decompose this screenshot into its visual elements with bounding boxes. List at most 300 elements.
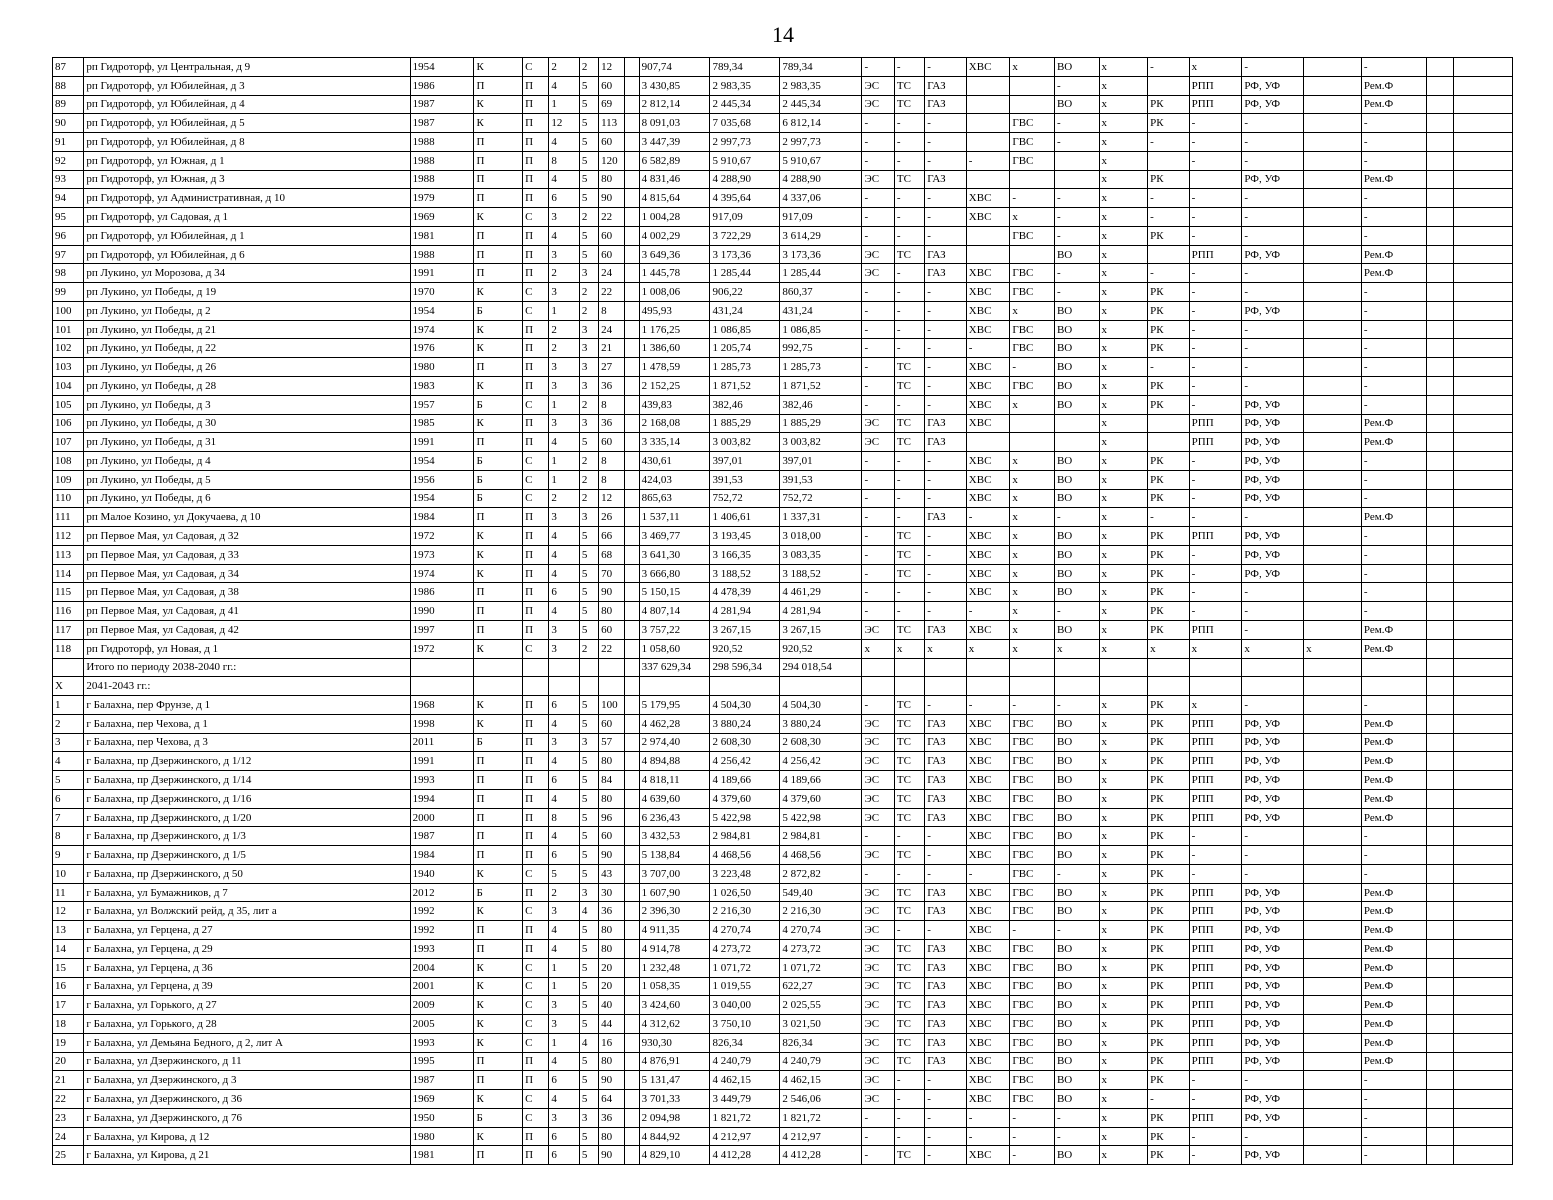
address-cell: г Балахна, ул Герцена, д 27 bbox=[84, 921, 410, 940]
address-cell: Итого по периоду 2038-2040 гг.: bbox=[84, 658, 410, 677]
wall-material-cell: К bbox=[474, 639, 523, 658]
address-cell: рп Гидроторф, ул Юбилейная, д 3 bbox=[84, 76, 410, 95]
repair-fund-cell: Рем.Ф bbox=[1361, 789, 1426, 808]
floors-cell: 5 bbox=[579, 95, 598, 114]
table-row bbox=[53, 245, 1513, 264]
apartments-cell: 60 bbox=[599, 433, 625, 452]
living-area-cell: 2 983,35 bbox=[710, 76, 780, 95]
address-cell: рп Лукино, ул Победы, д 30 bbox=[84, 414, 410, 433]
extra-2-cell bbox=[1304, 433, 1362, 452]
total-area-cell: 3 335,14 bbox=[639, 433, 710, 452]
build-year-cell: 1972 bbox=[410, 639, 474, 658]
drainage-cell: - bbox=[1054, 114, 1099, 133]
repair-fund-cell: - bbox=[1361, 452, 1426, 471]
entrances-cell: 4 bbox=[549, 133, 579, 152]
cold-water-cell: ХВС bbox=[966, 752, 1010, 771]
floors-cell: 5 bbox=[579, 771, 598, 790]
entrances-cell: 1 bbox=[549, 95, 579, 114]
table-row bbox=[53, 1015, 1513, 1034]
electricity-cell: - bbox=[862, 377, 894, 396]
entrances-cell: 2 bbox=[549, 58, 579, 77]
heating-cell: ТС bbox=[894, 527, 924, 546]
floors-cell: 5 bbox=[579, 602, 598, 621]
extra-3-cell bbox=[1426, 939, 1453, 958]
apartments-cell: 84 bbox=[599, 771, 625, 790]
apartments-cell: 60 bbox=[599, 226, 625, 245]
roof-repair-cell: - bbox=[1148, 508, 1190, 527]
extra-2-cell bbox=[1304, 170, 1362, 189]
entrances-cell: 3 bbox=[549, 414, 579, 433]
extra-cell bbox=[625, 977, 639, 996]
table-row bbox=[53, 414, 1513, 433]
cold-water-cell bbox=[966, 226, 1010, 245]
entrances-cell: 6 bbox=[549, 771, 579, 790]
extra-3-cell bbox=[1426, 1108, 1453, 1127]
extra-2-cell bbox=[1304, 377, 1362, 396]
electricity-cell: ЭС bbox=[862, 846, 894, 865]
hot-water-cell: ГВС bbox=[1010, 1090, 1055, 1109]
row-number-cell: 105 bbox=[53, 395, 84, 414]
apartments-cell: 26 bbox=[599, 508, 625, 527]
row-number-cell: X bbox=[53, 677, 84, 696]
row-number-cell: 87 bbox=[53, 58, 84, 77]
residential-area-cell: 4 189,66 bbox=[780, 771, 862, 790]
roof-repair-cell: РК bbox=[1148, 395, 1190, 414]
repair-fund-cell: - bbox=[1361, 602, 1426, 621]
drainage-cell: ВО bbox=[1054, 452, 1099, 471]
fire-safety-cell: x bbox=[1099, 996, 1148, 1015]
extra-2-cell: x bbox=[1304, 639, 1362, 658]
table-row bbox=[53, 452, 1513, 471]
basement-repair-cell: РПП bbox=[1189, 902, 1242, 921]
wall-material-cell: К bbox=[474, 414, 523, 433]
entrances-cell: 6 bbox=[549, 583, 579, 602]
total-area-cell: 424,03 bbox=[639, 470, 710, 489]
wall-material-cell: П bbox=[474, 583, 523, 602]
floors-cell: 3 bbox=[579, 264, 598, 283]
electricity-cell bbox=[862, 658, 894, 677]
extra-4-cell bbox=[1454, 95, 1513, 114]
extra-4-cell bbox=[1454, 283, 1513, 302]
living-area-cell: 3 880,24 bbox=[710, 714, 780, 733]
address-cell: г Балахна, пр Дзержинского, д 50 bbox=[84, 864, 410, 883]
residential-area-cell: 992,75 bbox=[780, 339, 862, 358]
extra-cell bbox=[625, 1108, 639, 1127]
row-number-cell: 102 bbox=[53, 339, 84, 358]
residential-area-cell: 2 997,73 bbox=[780, 133, 862, 152]
gas-cell: - bbox=[925, 827, 967, 846]
entrances-cell: 3 bbox=[549, 508, 579, 527]
table-row bbox=[53, 583, 1513, 602]
drainage-cell: ВО bbox=[1054, 996, 1099, 1015]
facade-repair-cell: - bbox=[1242, 189, 1304, 208]
drainage-cell: ВО bbox=[1054, 470, 1099, 489]
hot-water-cell bbox=[1010, 433, 1055, 452]
floors-cell: 5 bbox=[579, 921, 598, 940]
heating-cell: - bbox=[894, 395, 924, 414]
build-year-cell: 1956 bbox=[410, 470, 474, 489]
entrances-cell: 5 bbox=[549, 864, 579, 883]
row-number-cell: 99 bbox=[53, 283, 84, 302]
extra-3-cell bbox=[1426, 620, 1453, 639]
repair-fund-cell: Рем.Ф bbox=[1361, 996, 1426, 1015]
roof-repair-cell: РК bbox=[1148, 696, 1190, 715]
extra-cell bbox=[625, 395, 639, 414]
total-area-cell: 4 831,46 bbox=[639, 170, 710, 189]
extra-4-cell bbox=[1454, 414, 1513, 433]
electricity-cell: - bbox=[862, 114, 894, 133]
electricity-cell: - bbox=[862, 864, 894, 883]
floors-cell bbox=[579, 677, 598, 696]
build-year-cell: 1984 bbox=[410, 508, 474, 527]
cold-water-cell: ХВС bbox=[966, 264, 1010, 283]
hot-water-cell: ГВС bbox=[1010, 1015, 1055, 1034]
extra-3-cell bbox=[1426, 771, 1453, 790]
repair-fund-cell: Рем.Ф bbox=[1361, 620, 1426, 639]
address-cell: рп Малое Козино, ул Докучаева, д 10 bbox=[84, 508, 410, 527]
total-area-cell: 3 649,36 bbox=[639, 245, 710, 264]
floors-cell: 5 bbox=[579, 226, 598, 245]
table-row bbox=[53, 1146, 1513, 1165]
roof-type-cell: С bbox=[523, 1033, 549, 1052]
extra-4-cell bbox=[1454, 1108, 1513, 1127]
roof-type-cell: С bbox=[523, 58, 549, 77]
hot-water-cell: ГВС bbox=[1010, 1071, 1055, 1090]
build-year-cell: 1991 bbox=[410, 433, 474, 452]
extra-4-cell bbox=[1454, 564, 1513, 583]
cold-water-cell bbox=[966, 433, 1010, 452]
table-row bbox=[53, 264, 1513, 283]
roof-type-cell: П bbox=[523, 339, 549, 358]
row-number-cell: 12 bbox=[53, 902, 84, 921]
hot-water-cell: ГВС bbox=[1010, 339, 1055, 358]
extra-4-cell bbox=[1454, 133, 1513, 152]
living-area-cell: 4 478,39 bbox=[710, 583, 780, 602]
roof-type-cell: П bbox=[523, 1127, 549, 1146]
apartments-cell: 80 bbox=[599, 1127, 625, 1146]
wall-material-cell: П bbox=[474, 620, 523, 639]
residential-area-cell: 3 267,15 bbox=[780, 620, 862, 639]
extra-2-cell bbox=[1304, 883, 1362, 902]
repair-fund-cell: Рем.Ф bbox=[1361, 1052, 1426, 1071]
extra-cell bbox=[625, 245, 639, 264]
repair-fund-cell: - bbox=[1361, 283, 1426, 302]
extra-2-cell bbox=[1304, 733, 1362, 752]
extra-3-cell bbox=[1426, 452, 1453, 471]
fire-safety-cell: x bbox=[1099, 508, 1148, 527]
living-area-cell: 4 412,28 bbox=[710, 1146, 780, 1165]
address-cell: рп Лукино, ул Победы, д 22 bbox=[84, 339, 410, 358]
residential-area-cell: 4 461,29 bbox=[780, 583, 862, 602]
extra-2-cell bbox=[1304, 1146, 1362, 1165]
roof-type-cell: П bbox=[523, 133, 549, 152]
build-year-cell: 2001 bbox=[410, 977, 474, 996]
repair-fund-cell: Рем.Ф bbox=[1361, 939, 1426, 958]
facade-repair-cell: РФ, УФ bbox=[1242, 808, 1304, 827]
apartments-cell: 90 bbox=[599, 583, 625, 602]
heating-cell: ТС bbox=[894, 902, 924, 921]
total-area-cell: 4 312,62 bbox=[639, 1015, 710, 1034]
extra-2-cell bbox=[1304, 846, 1362, 865]
total-area-cell: 1 176,25 bbox=[639, 320, 710, 339]
basement-repair-cell bbox=[1189, 170, 1242, 189]
extra-2-cell bbox=[1304, 808, 1362, 827]
address-cell: г Балахна, ул Бумажников, д 7 bbox=[84, 883, 410, 902]
extra-cell bbox=[625, 1127, 639, 1146]
roof-repair-cell: РК bbox=[1148, 714, 1190, 733]
repair-fund-cell: - bbox=[1361, 696, 1426, 715]
extra-3-cell bbox=[1426, 489, 1453, 508]
cold-water-cell: ХВС bbox=[966, 583, 1010, 602]
address-cell: г Балахна, ул Волжский рейд, д 35, лит а bbox=[84, 902, 410, 921]
gas-cell: - bbox=[925, 226, 967, 245]
roof-repair-cell: РК bbox=[1148, 1033, 1190, 1052]
facade-repair-cell: - bbox=[1242, 151, 1304, 170]
facade-repair-cell: РФ, УФ bbox=[1242, 170, 1304, 189]
roof-repair-cell bbox=[1148, 414, 1190, 433]
electricity-cell: - bbox=[862, 827, 894, 846]
living-area-cell: 1 285,73 bbox=[710, 358, 780, 377]
address-cell: рп Лукино, ул Победы, д 28 bbox=[84, 377, 410, 396]
table-row bbox=[53, 1108, 1513, 1127]
fire-safety-cell: x bbox=[1099, 902, 1148, 921]
entrances-cell: 3 bbox=[549, 1108, 579, 1127]
extra-3-cell bbox=[1426, 808, 1453, 827]
entrances-cell: 3 bbox=[549, 1015, 579, 1034]
basement-repair-cell: - bbox=[1189, 339, 1242, 358]
apartments-cell: 100 bbox=[599, 696, 625, 715]
address-cell: г Балахна, пр Дзержинского, д 1/12 bbox=[84, 752, 410, 771]
address-cell: рп Гидроторф, ул Юбилейная, д 6 bbox=[84, 245, 410, 264]
wall-material-cell bbox=[474, 658, 523, 677]
cold-water-cell bbox=[966, 170, 1010, 189]
gas-cell: ГАЗ bbox=[925, 1052, 967, 1071]
floors-cell: 3 bbox=[579, 733, 598, 752]
residential-area-cell: 2 608,30 bbox=[780, 733, 862, 752]
apartments-cell bbox=[599, 658, 625, 677]
heating-cell: - bbox=[894, 226, 924, 245]
residential-area-cell: 382,46 bbox=[780, 395, 862, 414]
residential-area-cell: 4 212,97 bbox=[780, 1127, 862, 1146]
address-cell: рп Гидроторф, ул Южная, д 3 bbox=[84, 170, 410, 189]
roof-repair-cell: РК bbox=[1148, 602, 1190, 621]
heating-cell: ТС bbox=[894, 545, 924, 564]
basement-repair-cell: - bbox=[1189, 489, 1242, 508]
fire-safety-cell: x bbox=[1099, 470, 1148, 489]
roof-repair-cell: РК bbox=[1148, 1108, 1190, 1127]
gas-cell: - bbox=[925, 189, 967, 208]
drainage-cell: ВО bbox=[1054, 245, 1099, 264]
table-row bbox=[53, 620, 1513, 639]
drainage-cell: ВО bbox=[1054, 358, 1099, 377]
wall-material-cell: Б bbox=[474, 301, 523, 320]
extra-4-cell bbox=[1454, 602, 1513, 621]
electricity-cell bbox=[862, 677, 894, 696]
roof-type-cell: П bbox=[523, 883, 549, 902]
total-area-cell: 1 008,06 bbox=[639, 283, 710, 302]
fire-safety-cell: x bbox=[1099, 1015, 1148, 1034]
roof-repair-cell bbox=[1148, 658, 1190, 677]
electricity-cell: ЭС bbox=[862, 996, 894, 1015]
cold-water-cell: ХВС bbox=[966, 189, 1010, 208]
total-area-cell: 930,30 bbox=[639, 1033, 710, 1052]
extra-4-cell bbox=[1454, 883, 1513, 902]
total-area-cell: 3 701,33 bbox=[639, 1090, 710, 1109]
table-row bbox=[53, 1127, 1513, 1146]
row-number-cell: 6 bbox=[53, 789, 84, 808]
drainage-cell: ВО bbox=[1054, 771, 1099, 790]
extra-cell bbox=[625, 470, 639, 489]
build-year-cell: 1988 bbox=[410, 151, 474, 170]
basement-repair-cell: - bbox=[1189, 545, 1242, 564]
gas-cell: - bbox=[925, 358, 967, 377]
roof-repair-cell: - bbox=[1148, 189, 1190, 208]
residential-area-cell: 917,09 bbox=[780, 208, 862, 227]
extra-2-cell bbox=[1304, 114, 1362, 133]
extra-4-cell bbox=[1454, 58, 1513, 77]
extra-cell bbox=[625, 771, 639, 790]
heating-cell: ТС bbox=[894, 414, 924, 433]
build-year-cell: 1986 bbox=[410, 583, 474, 602]
apartments-cell: 96 bbox=[599, 808, 625, 827]
living-area-cell: 5 910,67 bbox=[710, 151, 780, 170]
address-cell: рп Гидроторф, ул Южная, д 1 bbox=[84, 151, 410, 170]
drainage-cell: ВО bbox=[1054, 301, 1099, 320]
build-year-cell: 1998 bbox=[410, 714, 474, 733]
living-area-cell: 917,09 bbox=[710, 208, 780, 227]
facade-repair-cell: - bbox=[1242, 58, 1304, 77]
repair-fund-cell: - bbox=[1361, 1108, 1426, 1127]
apartments-cell: 80 bbox=[599, 1052, 625, 1071]
heating-cell: ТС bbox=[894, 939, 924, 958]
extra-cell bbox=[625, 208, 639, 227]
residential-area-cell: 4 379,60 bbox=[780, 789, 862, 808]
fire-safety-cell: x bbox=[1099, 320, 1148, 339]
roof-type-cell: П bbox=[523, 808, 549, 827]
hot-water-cell: ГВС bbox=[1010, 846, 1055, 865]
extra-2-cell bbox=[1304, 1033, 1362, 1052]
basement-repair-cell: - bbox=[1189, 564, 1242, 583]
extra-3-cell bbox=[1426, 827, 1453, 846]
wall-material-cell: К bbox=[474, 283, 523, 302]
roof-type-cell: С bbox=[523, 1015, 549, 1034]
gas-cell: - bbox=[925, 208, 967, 227]
table-row bbox=[53, 395, 1513, 414]
extra-4-cell bbox=[1454, 527, 1513, 546]
extra-cell bbox=[625, 283, 639, 302]
address-cell: рп Лукино, ул Победы, д 5 bbox=[84, 470, 410, 489]
row-number-cell: 90 bbox=[53, 114, 84, 133]
total-area-cell: 3 641,30 bbox=[639, 545, 710, 564]
build-year-cell: 1980 bbox=[410, 358, 474, 377]
floors-cell: 5 bbox=[579, 1090, 598, 1109]
entrances-cell: 3 bbox=[549, 620, 579, 639]
apartments-cell: 8 bbox=[599, 301, 625, 320]
hot-water-cell: ГВС bbox=[1010, 789, 1055, 808]
entrances-cell: 4 bbox=[549, 714, 579, 733]
total-area-cell: 1 232,48 bbox=[639, 958, 710, 977]
repair-fund-cell: - bbox=[1361, 1090, 1426, 1109]
heating-cell: ТС bbox=[894, 1146, 924, 1165]
residential-area-cell: 1 871,52 bbox=[780, 377, 862, 396]
entrances-cell: 2 bbox=[549, 264, 579, 283]
build-year-cell: 2011 bbox=[410, 733, 474, 752]
extra-4-cell bbox=[1454, 864, 1513, 883]
housing-register-table bbox=[52, 57, 1513, 1165]
residential-area-cell: 4 273,72 bbox=[780, 939, 862, 958]
extra-4-cell bbox=[1454, 114, 1513, 133]
address-cell: рп Гидроторф, ул Юбилейная, д 1 bbox=[84, 226, 410, 245]
living-area-cell: 4 189,66 bbox=[710, 771, 780, 790]
apartments-cell: 8 bbox=[599, 395, 625, 414]
drainage-cell: ВО bbox=[1054, 808, 1099, 827]
hot-water-cell bbox=[1010, 76, 1055, 95]
electricity-cell: ЭС bbox=[862, 902, 894, 921]
build-year-cell: 1988 bbox=[410, 170, 474, 189]
extra-cell bbox=[625, 452, 639, 471]
roof-repair-cell: РК bbox=[1148, 1071, 1190, 1090]
hot-water-cell: x bbox=[1010, 301, 1055, 320]
fire-safety-cell: x bbox=[1099, 452, 1148, 471]
extra-3-cell bbox=[1426, 864, 1453, 883]
entrances-cell: 6 bbox=[549, 696, 579, 715]
gas-cell: ГАЗ bbox=[925, 714, 967, 733]
heating-cell: ТС bbox=[894, 76, 924, 95]
extra-cell bbox=[625, 789, 639, 808]
total-area-cell: 4 815,64 bbox=[639, 189, 710, 208]
living-area-cell: 4 379,60 bbox=[710, 789, 780, 808]
living-area-cell: 4 288,90 bbox=[710, 170, 780, 189]
table-row bbox=[53, 789, 1513, 808]
extra-2-cell bbox=[1304, 714, 1362, 733]
address-cell: г Балахна, пр Дзержинского, д 1/3 bbox=[84, 827, 410, 846]
total-area-cell: 439,83 bbox=[639, 395, 710, 414]
electricity-cell: ЭС bbox=[862, 1015, 894, 1034]
hot-water-cell: ГВС bbox=[1010, 114, 1055, 133]
electricity-cell: - bbox=[862, 358, 894, 377]
total-area-cell: 6 236,43 bbox=[639, 808, 710, 827]
residential-area-cell: 622,27 bbox=[780, 977, 862, 996]
entrances-cell: 1 bbox=[549, 977, 579, 996]
floors-cell: 5 bbox=[579, 996, 598, 1015]
apartments-cell: 80 bbox=[599, 789, 625, 808]
roof-repair-cell: РК bbox=[1148, 864, 1190, 883]
electricity-cell: ЭС bbox=[862, 95, 894, 114]
living-area-cell: 1 026,50 bbox=[710, 883, 780, 902]
heating-cell: ТС bbox=[894, 1015, 924, 1034]
extra-cell bbox=[625, 226, 639, 245]
drainage-cell: ВО bbox=[1054, 395, 1099, 414]
drainage-cell bbox=[1054, 658, 1099, 677]
extra-4-cell bbox=[1454, 846, 1513, 865]
table-row bbox=[53, 114, 1513, 133]
facade-repair-cell: - bbox=[1242, 583, 1304, 602]
apartments-cell: 70 bbox=[599, 564, 625, 583]
repair-fund-cell: Рем.Ф bbox=[1361, 95, 1426, 114]
heating-cell: ТС bbox=[894, 170, 924, 189]
drainage-cell: ВО bbox=[1054, 902, 1099, 921]
electricity-cell: ЭС bbox=[862, 939, 894, 958]
apartments-cell: 57 bbox=[599, 733, 625, 752]
entrances-cell: 3 bbox=[549, 245, 579, 264]
apartments-cell: 12 bbox=[599, 489, 625, 508]
residential-area-cell: 1 285,73 bbox=[780, 358, 862, 377]
drainage-cell: ВО bbox=[1054, 714, 1099, 733]
roof-repair-cell: - bbox=[1148, 133, 1190, 152]
wall-material-cell: К bbox=[474, 58, 523, 77]
extra-3-cell bbox=[1426, 564, 1453, 583]
extra-4-cell bbox=[1454, 208, 1513, 227]
